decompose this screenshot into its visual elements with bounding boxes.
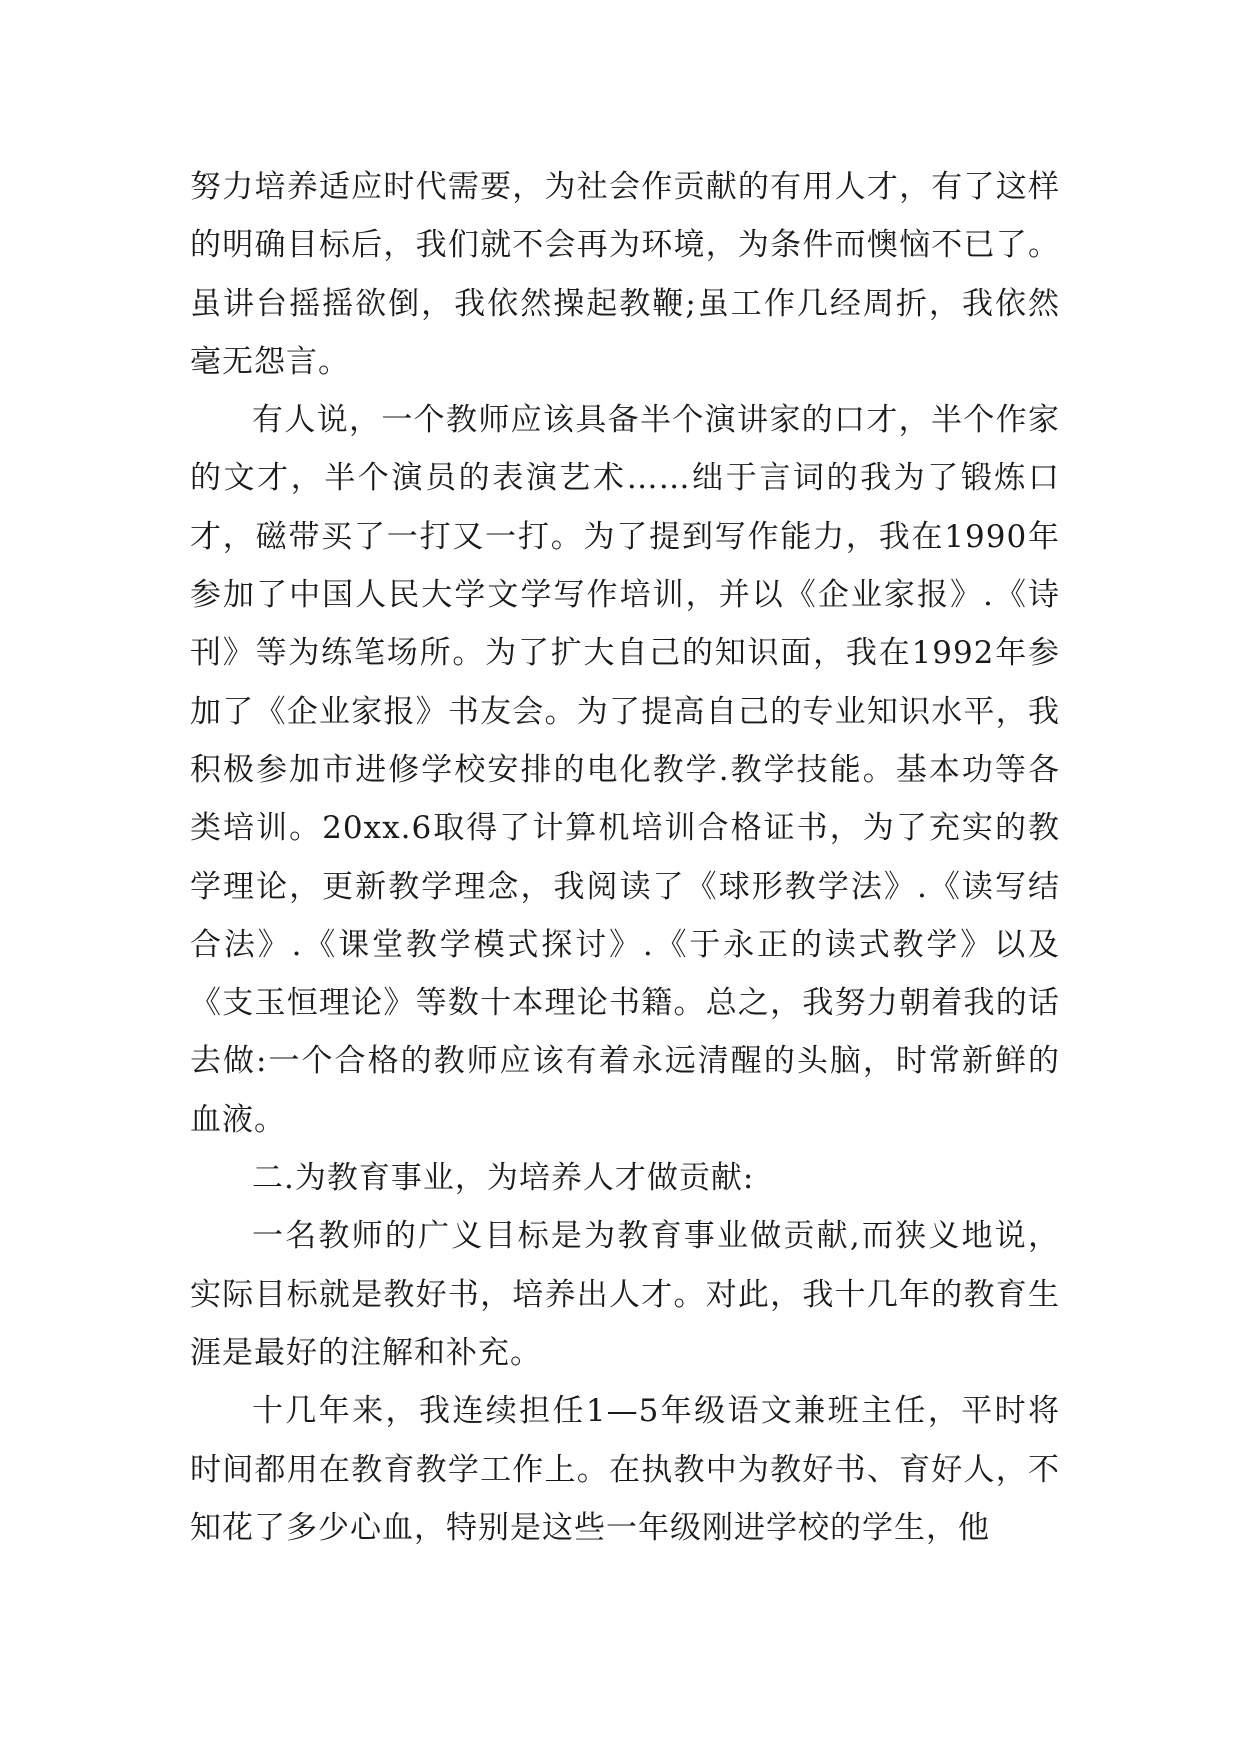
- paragraph-4: 一名教师的广义目标是为教育事业做贡献,而狭义地说，实际目标就是教好书，培养出人才。对此，我十几年的教育生涯是最好的注解和补充。: [190, 1218, 1060, 1371]
- paragraph-5: 十几年来，我连续担任1—5年级语文兼班主任，平时将时间都用在教育教学工作上。在执教中为教好书、育好人，不知花了多少心血，特别是这些一年级刚进学校的学生，他: [190, 1393, 1060, 1546]
- paragraph-2: 有人说，一个教师应该具备半个演讲家的口才，半个作家的文才，半个演员的表演艺术……绌于言词的我为了锻炼口才，磁带买了一打又一打。为了提到写作能力，我在1990年参加了中国人民大学文学写作培训，并以《企业家报》.《诗刊》等为练笔场所。为了扩大自己的知识面，我在1992年参加了《企业家报》书友会。为了提高自己的专业知识水平，我积极参加市进修学校安排的电化教学.教学技能。基本功等各类培训。20xx.6取得了计算机培训合格证书，为了充实的教学理论，更新教学理念，我阅读了《球形教学法》.《读写结合法》.《课堂教学模式探讨》.《于永正的读式教学》以及《支玉恒理论》等数十本理论书籍。总之，我努力朝着我的话去做:一个合格的教师应该有着永远清醒的头脑，时常新鲜的血液。: [190, 402, 1060, 1138]
- paragraph-1: 努力培养适应时代需要，为社会作贡献的有用人才，有了这样的明确目标后，我们就不会再为环境，为条件而懊恼不已了。虽讲台摇摇欲倒，我依然操起教鞭;虽工作几经周折，我依然毫无怨言。: [190, 169, 1060, 380]
- document-body: [190, 158, 1060, 1557]
- paragraph-3-heading: 二.为教育事业，为培养人才做贡献:: [252, 1160, 755, 1197]
